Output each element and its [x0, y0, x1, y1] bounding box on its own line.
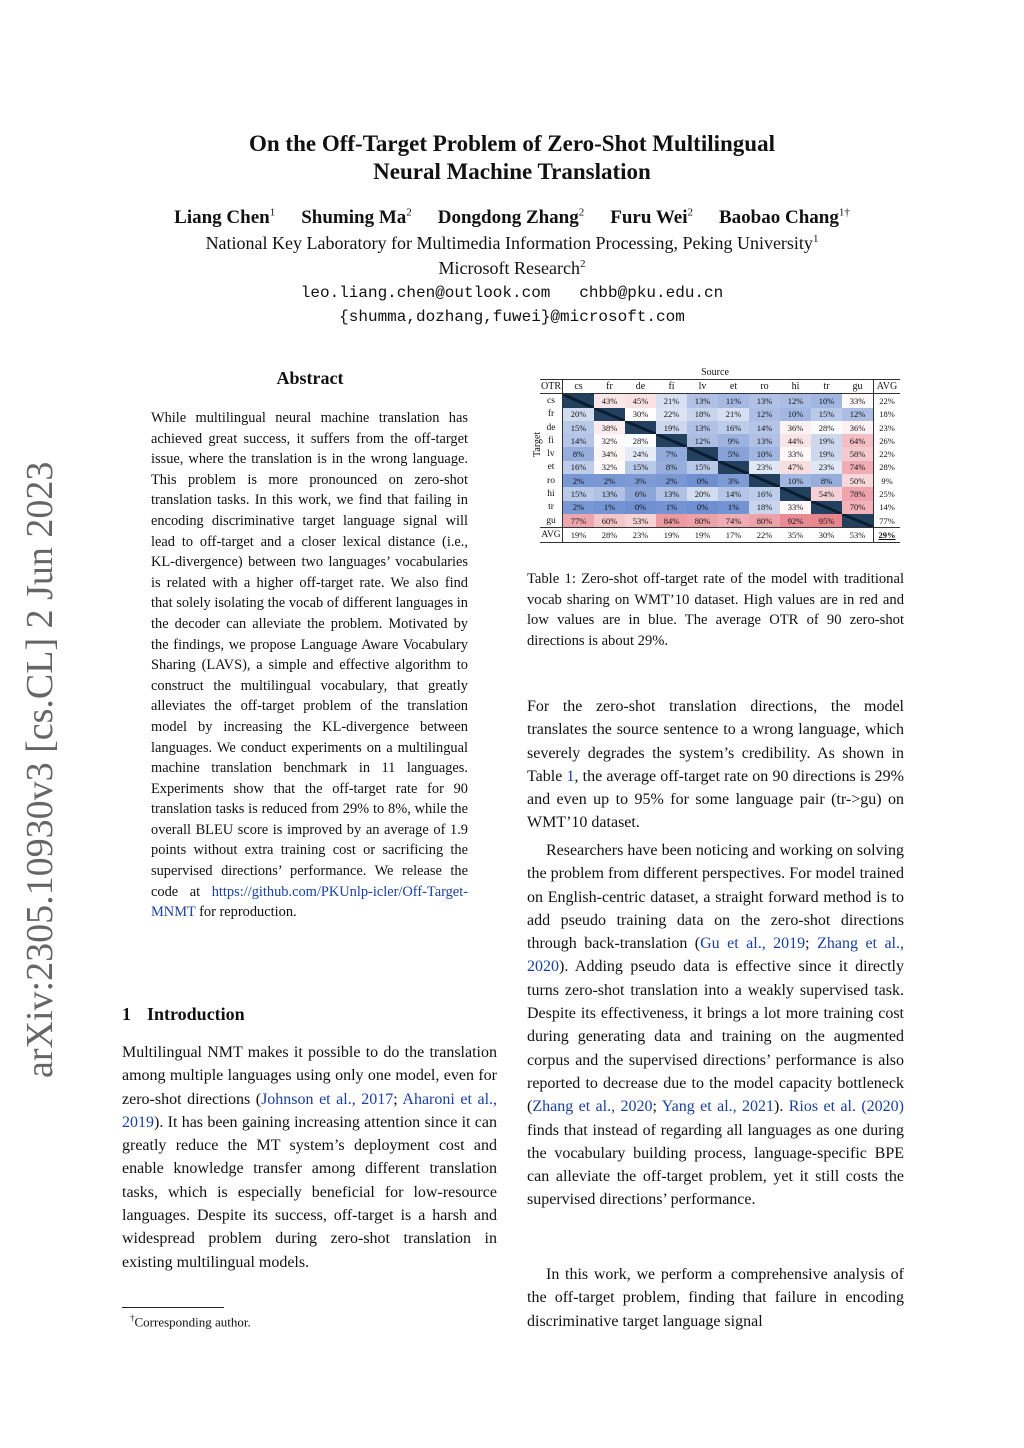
row-fi: [540, 434, 900, 447]
cell-tr-lv: 0%: [687, 501, 718, 514]
footnote-mark: †: [130, 1313, 135, 1323]
paper-title: [150, 130, 874, 186]
col-avg-fi: 19%: [656, 528, 687, 542]
citation-zhang-2[interactable]: Zhang et al., 2020: [532, 1098, 653, 1116]
diagonal-cell: [718, 461, 749, 474]
cell-gu-fi: 84%: [656, 514, 687, 528]
col2-p2-a: Researchers have been noticing and working on solving the problem from different perspectives. For model trained on English-centric dataset, a straight forward method is to add pseudo training data on the zero-shot directions through back-translation (: [527, 842, 904, 953]
cell-lv-fi: 7%: [656, 447, 687, 460]
diagonal-cell: [842, 514, 874, 528]
row-avg-fr: 18%: [874, 408, 901, 421]
row-hi: [540, 487, 900, 500]
row-header-fr: fr: [540, 408, 563, 421]
cell-fr-tr: 15%: [811, 408, 842, 421]
row-header-hi: hi: [540, 487, 563, 500]
cell-lv-fr: 34%: [594, 447, 625, 460]
diagonal-cell: [625, 421, 656, 434]
cell-et-gu: 74%: [842, 461, 874, 474]
cell-ro-fi: 2%: [656, 474, 687, 487]
cell-tr-ro: 18%: [749, 501, 780, 514]
citation-aharoni[interactable]: Aharoni et al., 2019: [122, 1090, 498, 1131]
cell-cs-fi: 21%: [656, 394, 687, 408]
cell-lv-de: 24%: [625, 447, 656, 460]
col-header-gu: gu: [842, 380, 874, 394]
diagonal-cell: [780, 487, 811, 500]
col-avg-et: 17%: [718, 528, 749, 542]
cell-cs-et: 11%: [718, 394, 749, 408]
cell-fi-ro: 13%: [749, 434, 780, 447]
row-gu: [540, 514, 900, 528]
cell-cs-ro: 13%: [749, 394, 780, 408]
diagonal-cell: [594, 408, 625, 421]
col-avg-lv: 19%: [687, 528, 718, 542]
cell-et-hi: 47%: [780, 461, 811, 474]
citation-gu[interactable]: Gu et al., 2019: [700, 935, 806, 953]
cell-fi-gu: 64%: [842, 434, 874, 447]
row-header-ro: ro: [540, 474, 563, 487]
cell-lv-cs: 8%: [563, 447, 595, 460]
col2-paragraph-3: In this work, we perform a comprehensive analysis of the off-target problem, finding that failure in encoding discriminative target language signal: [527, 1266, 904, 1330]
cell-ro-et: 3%: [718, 474, 749, 487]
col-avg-cs: 19%: [563, 528, 595, 542]
cell-cs-de: 45%: [625, 394, 656, 408]
section-heading-introduction: [122, 1004, 245, 1025]
cell-hi-lv: 20%: [687, 487, 718, 500]
cell-gu-fr: 60%: [594, 514, 625, 528]
cell-de-ro: 14%: [749, 421, 780, 434]
cell-hi-gu: 78%: [842, 487, 874, 500]
cell-fi-hi: 44%: [780, 434, 811, 447]
cell-fi-lv: 12%: [687, 434, 718, 447]
affiliation-2-sup: 2: [579, 258, 586, 270]
cell-hi-de: 6%: [625, 487, 656, 500]
affiliation-2: [100, 258, 924, 279]
cell-gu-tr: 95%: [811, 514, 842, 528]
overall-avg-value: 29%: [878, 529, 896, 540]
row-header-de: de: [540, 421, 563, 434]
cell-fi-de: 28%: [625, 434, 656, 447]
author-5: [719, 207, 850, 228]
cell-de-et: 16%: [718, 421, 749, 434]
table-ref[interactable]: 1: [566, 767, 575, 785]
col-header-cs: cs: [563, 380, 595, 394]
col-header-de: de: [625, 380, 656, 394]
cell-lv-ro: 10%: [749, 447, 780, 460]
col-avg-fr: 28%: [594, 528, 625, 542]
row-avg-de: 23%: [874, 421, 901, 434]
citation-johnson[interactable]: Johnson et al., 2017: [261, 1090, 394, 1108]
row-header-et: et: [540, 461, 563, 474]
cell-fr-et: 21%: [718, 408, 749, 421]
cell-ro-de: 3%: [625, 474, 656, 487]
col-header-tr: tr: [811, 380, 842, 394]
col2-p1-a: For the zero-shot translation directions, the model translates the source sentence to a wrong language, which severely degrades the system’s credibility. As shown in Table: [527, 698, 904, 785]
cell-fi-cs: 14%: [563, 434, 595, 447]
author-affiliation-mark: 2: [687, 207, 693, 219]
diagonal-cell: [687, 447, 718, 460]
cell-de-fi: 19%: [656, 421, 687, 434]
cell-et-tr: 23%: [811, 461, 842, 474]
cell-ro-cs: 2%: [563, 474, 595, 487]
col-header-fi: fi: [656, 380, 687, 394]
row-avg-ro: 9%: [874, 474, 901, 487]
cell-ro-hi: 10%: [780, 474, 811, 487]
table-caption: Table 1: Zero-shot off-target rate of the model with traditional vocab sharing on WMT’10 dataset. High values are in red and low values are in blue. The average OTR of 90 zero-shot directions is about 29%.: [527, 571, 904, 649]
abstract-tail: for reproduction.: [195, 904, 297, 921]
cell-fi-tr: 19%: [811, 434, 842, 447]
affiliation-1-sup: 1: [812, 233, 819, 245]
cell-lv-tr: 19%: [811, 447, 842, 460]
author-name: Furu Wei: [610, 207, 688, 229]
cell-ro-lv: 0%: [687, 474, 718, 487]
cell-cs-fr: 43%: [594, 394, 625, 408]
email-line-1: leo.liang.chen@outlook.com chbb@pku.edu.cn: [300, 284, 724, 302]
cell-de-fr: 38%: [594, 421, 625, 434]
abstract-heading: Abstract: [276, 368, 344, 388]
row-avg-et: 28%: [874, 461, 901, 474]
cell-hi-fi: 13%: [656, 487, 687, 500]
section-title: Introduction: [147, 1004, 245, 1024]
col2-p2-d: finds that instead of regarding all languages as one during the vocabulary building process, language-specific BPE can alleviate the off-target problem, yet it still costs the supervised directions’ performance.: [527, 1121, 904, 1209]
cell-fr-ro: 12%: [749, 408, 780, 421]
author-affiliation-mark: 1†: [838, 207, 850, 219]
intro-p1-sep: ;: [393, 1090, 403, 1108]
cell-et-lv: 15%: [687, 461, 718, 474]
footnote: [130, 1313, 251, 1330]
author-4: [610, 207, 693, 228]
col-avg-tr: 30%: [811, 528, 842, 542]
cell-fr-gu: 12%: [842, 408, 874, 421]
cell-tr-cs: 2%: [563, 501, 595, 514]
corner-label: OTR: [541, 381, 561, 393]
author-list: [100, 207, 924, 229]
cell-tr-et: 1%: [718, 501, 749, 514]
overall-avg-cell: [874, 528, 901, 542]
row-avg-lv: 22%: [874, 447, 901, 460]
intro-p1-text: Multilingual NMT makes it possible to do the translation among multiple languages using only one model, even for zero-shot directions (: [122, 1044, 497, 1108]
col-header-et: et: [718, 380, 749, 394]
intro-paragraph-1: [122, 1041, 497, 1274]
col2-p2-sep2: ;: [652, 1098, 662, 1116]
row-header-avg: AVG: [540, 528, 563, 542]
col2-paragraph-2: [527, 839, 904, 1212]
col-avg-gu: 53%: [842, 528, 874, 542]
citation-yang[interactable]: Yang et al., 2021: [661, 1098, 775, 1116]
row-de: [540, 421, 900, 434]
code-link[interactable]: https://github.com/PKUnlp-icler/Off-Target-MNMT: [151, 883, 468, 921]
col-header-ro: ro: [749, 380, 780, 394]
col-avg-ro: 22%: [749, 528, 780, 542]
cell-et-fi: 8%: [656, 461, 687, 474]
col-header-avg: AVG: [874, 380, 901, 394]
cell-gu-lv: 80%: [687, 514, 718, 528]
col2-p2-b: ). Adding pseudo data is effective since it directly turns zero-shot translation into a weakly supervised task. Despite its effectiveness, it brings a lot more training cost during generating data and training on the augmented corpus and the supervised directions’ performance is also reported to decrease due to the model capacity bottleneck (: [527, 958, 904, 1116]
cell-tr-fr: 1%: [594, 501, 625, 514]
row-lv: [540, 447, 900, 460]
row-avg-cs: 22%: [874, 394, 901, 408]
citation-rios[interactable]: Rios et al. (2020): [788, 1098, 905, 1116]
row-header-cs: cs: [540, 394, 563, 408]
row-avg-fi: 26%: [874, 434, 901, 447]
cell-fi-fr: 32%: [594, 434, 625, 447]
avg-row: [540, 528, 900, 542]
row-tr: [540, 501, 900, 514]
citation-zhang-1[interactable]: Zhang et al., 2020: [527, 935, 904, 976]
cell-fr-hi: 10%: [780, 408, 811, 421]
author-3: [438, 207, 584, 228]
cell-cs-gu: 33%: [842, 394, 874, 408]
cell-gu-de: 53%: [625, 514, 656, 528]
col-avg-de: 23%: [625, 528, 656, 542]
cell-ro-fr: 2%: [594, 474, 625, 487]
otr-heatmap: [540, 379, 900, 543]
cell-et-ro: 23%: [749, 461, 780, 474]
cell-cs-tr: 10%: [811, 394, 842, 408]
diagonal-cell: [656, 434, 687, 447]
section-number: 1: [122, 1004, 131, 1024]
cell-lv-et: 5%: [718, 447, 749, 460]
col2-paragraph-1: [527, 695, 904, 835]
row-header-lv: lv: [540, 447, 563, 460]
cell-fi-et: 9%: [718, 434, 749, 447]
cell-gu-cs: 77%: [563, 514, 595, 528]
col-avg-hi: 35%: [780, 528, 811, 542]
author-1: [174, 207, 275, 228]
affiliation-1-text: National Key Laboratory for Multimedia Information Processing, Peking University: [205, 233, 813, 253]
col2-p1-b: , the average off-target rate on 90 directions is 29% and even up to 95% for some language pair (tr->gu) on WMT’10 dataset.: [527, 767, 904, 832]
cell-hi-ro: 16%: [749, 487, 780, 500]
cell-gu-ro: 80%: [749, 514, 780, 528]
header-row: [540, 380, 900, 394]
row-fr: [540, 408, 900, 421]
cell-et-fr: 32%: [594, 461, 625, 474]
abstract-body: [151, 408, 468, 923]
source-axis-label: Source: [701, 367, 729, 378]
row-header-fi: fi: [540, 434, 563, 447]
target-axis-label: Target: [532, 431, 543, 457]
author-affiliation-mark: 2: [406, 207, 412, 219]
row-et: [540, 461, 900, 474]
diagonal-cell: [811, 501, 842, 514]
author-name: Baobao Chang: [719, 207, 839, 229]
cell-cs-lv: 13%: [687, 394, 718, 408]
col2-p2-sep1: ;: [805, 935, 818, 953]
author-2: [301, 207, 412, 228]
cell-ro-tr: 8%: [811, 474, 842, 487]
diagonal-cell: [749, 474, 780, 487]
cell-de-tr: 28%: [811, 421, 842, 434]
cell-fr-fi: 22%: [656, 408, 687, 421]
cell-hi-cs: 15%: [563, 487, 595, 500]
cell-fr-cs: 20%: [563, 408, 595, 421]
cell-tr-hi: 33%: [780, 501, 811, 514]
cell-et-cs: 16%: [563, 461, 595, 474]
cell-lv-hi: 33%: [780, 447, 811, 460]
author-name: Shuming Ma: [301, 207, 407, 229]
title-line-1: On the Off-Target Problem of Zero-Shot Multilingual: [248, 131, 775, 156]
affiliation-1: [100, 233, 924, 254]
cell-de-cs: 15%: [563, 421, 595, 434]
cell-de-hi: 36%: [780, 421, 811, 434]
cell-fr-lv: 18%: [687, 408, 718, 421]
title-line-2: Neural Machine Translation: [373, 159, 651, 184]
cell-de-lv: 13%: [687, 421, 718, 434]
row-avg-tr: 14%: [874, 501, 901, 514]
cell-ro-gu: 50%: [842, 474, 874, 487]
col-header-fr: fr: [594, 380, 625, 394]
cell-de-gu: 36%: [842, 421, 874, 434]
email-line-2: {shumma,dozhang,fuwei}@microsoft.com: [339, 308, 685, 326]
row-avg-gu: 77%: [874, 514, 901, 528]
intro-p1-rest: ). It has been gaining increasing attention since it can greatly reduce the MT system’s deployment cost and enable knowledge transfer among different translation tasks, which is especially beneficial for low-resource languages. Despite its success, off-target is a harsh and widespread problem during zero-shot translation in existing multilingual models.: [122, 1113, 497, 1271]
cell-hi-tr: 54%: [811, 487, 842, 500]
footnote-rule: [122, 1307, 224, 1308]
affiliation-2-text: Microsoft Research: [438, 258, 580, 278]
row-avg-hi: 25%: [874, 487, 901, 500]
row-header-tr: tr: [540, 501, 563, 514]
cell-et-de: 15%: [625, 461, 656, 474]
row-header-gu: gu: [540, 514, 563, 528]
diagonal-cell: [563, 394, 595, 408]
author-affiliation-mark: 1: [269, 207, 276, 219]
cell-cs-hi: 12%: [780, 394, 811, 408]
footnote-text: Corresponding author.: [134, 1314, 251, 1330]
col2-p2-c: ).: [774, 1098, 789, 1116]
col-header-lv: lv: [687, 380, 718, 394]
author-name: Liang Chen: [174, 207, 270, 229]
arxiv-stamp: arXiv:2305.10930v3 [cs.CL] 2 Jun 2023: [19, 461, 61, 1079]
row-cs: [540, 394, 900, 408]
cell-gu-et: 74%: [718, 514, 749, 528]
cell-lv-gu: 58%: [842, 447, 874, 460]
col-header-hi: hi: [780, 380, 811, 394]
cell-hi-fr: 13%: [594, 487, 625, 500]
cell-tr-gu: 70%: [842, 501, 874, 514]
cell-tr-de: 0%: [625, 501, 656, 514]
cell-hi-et: 14%: [718, 487, 749, 500]
row-ro: [540, 474, 900, 487]
author-name: Dongdong Zhang: [437, 207, 579, 229]
abstract-text: While multilingual neural machine translation has achieved great success, it suffers from the off-target issue, where the translation is in the wrong language. This problem is more pronounced on zero-shot translation tasks. In this work, we find that failing in encoding discriminative target language signal will lead to off-target and a closer lexical distance (i.e., KL-divergence) between two languages’ vocabularies is related with a higher off-target rate. We also find that solely isolating the vocab of different languages in the decoder can alleviate the problem. Motivated by the findings, we propose Language Aware Vocabulary Sharing (LAVS), a simple and effective algorithm to construct the multilingual vocabulary, that greatly alleviates the off-target problem of the translation model by increasing the KL-divergence between languages. We conduct experiments on a multilingual machine translation benchmark in 11 languages. Experiments show that the off-target rate for 90 translation tasks is reduced from 29% to 8%, while the overall BLEU score is improved by an average of 1.9 points without extra training cost or sacrificing the supervised directions’ performance. We release the code at: [151, 410, 468, 900]
cell-tr-fi: 1%: [656, 501, 687, 514]
cell-fr-de: 30%: [625, 408, 656, 421]
author-affiliation-mark: 2: [578, 207, 585, 219]
cell-gu-hi: 92%: [780, 514, 811, 528]
